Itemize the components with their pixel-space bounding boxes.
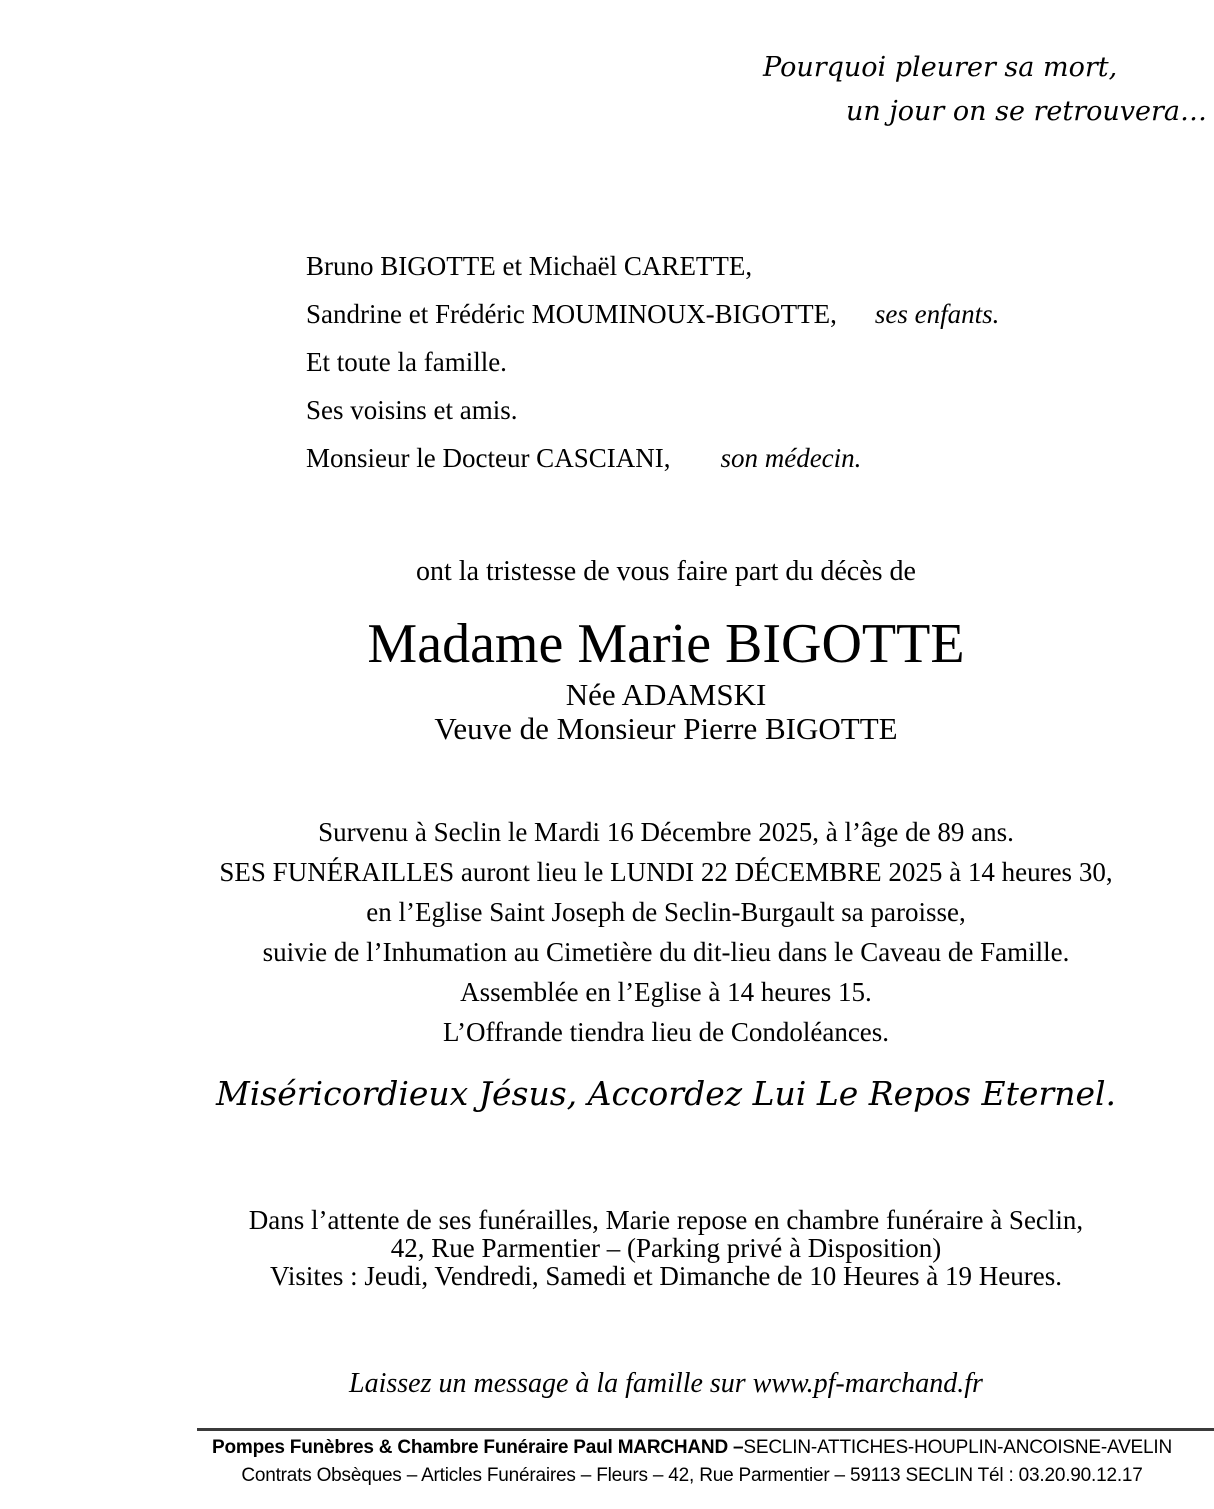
- repose-line-address: 42, Rue Parmentier – (Parking privé à Disposition): [390, 1233, 942, 1263]
- website-message: Laissez un message à la famille sur www.pf-marchand.fr: [349, 1368, 983, 1399]
- family-member-names: Bruno BIGOTTE et Michaël CARETTE,: [306, 251, 753, 281]
- maiden-name-line: Née ADAMSKI: [565, 677, 767, 712]
- detail-line-inhumation: suivie de l’Inhumation au Cimetière du dit-lieu dans le Caveau de Famille.: [262, 937, 1070, 967]
- repose-line-location: Dans l’attente de ses funérailles, Marie repose en chambre funéraire à Seclin,: [248, 1205, 1084, 1235]
- family-line: [306, 242, 999, 290]
- family-list: [306, 242, 999, 482]
- funeral-home-name: Pompes Funèbres & Chambre Funéraire Paul MARCHAND –: [212, 1437, 744, 1458]
- memorial-quote-line-1: Pourquoi pleurer sa mort,: [763, 52, 1118, 83]
- footer-line-2: Contrats Obsèques – Articles Funéraires – Fleurs – 42, Rue Parmentier – 59113 SECLIN Tél : 03.20.90.12.17: [241, 1465, 1143, 1486]
- footer-divider: [197, 1428, 1214, 1431]
- deceased-name-block: [120, 610, 1212, 746]
- funeral-home-footer: [170, 1434, 1214, 1490]
- detail-line-death: Survenu à Seclin le Mardi 16 Décembre 2025, à l’âge de 89 ans.: [318, 817, 1014, 847]
- detail-line-offering: L’Offrande tiendra lieu de Condoléances.: [442, 1017, 890, 1047]
- widow-line: Veuve de Monsieur Pierre BIGOTTE: [434, 711, 898, 746]
- detail-line-church: en l’Eglise Saint Joseph de Seclin-Burgault sa paroisse,: [366, 897, 966, 927]
- relation-label: son médecin.: [720, 443, 862, 473]
- repose-line-visits: Visites : Jeudi, Vendredi, Samedi et Dimanche de 10 Heures à 19 Heures.: [270, 1261, 1062, 1291]
- prayer-line: Miséricordieux Jésus, Accordez Lui Le Repos Eternel.: [215, 1074, 1117, 1113]
- detail-line-assembly: Assemblée en l’Eglise à 14 heures 15.: [460, 977, 872, 1007]
- family-line: [306, 338, 999, 386]
- family-member-names: Monsieur le Docteur CASCIANI,: [306, 443, 671, 473]
- detail-line-funeral-date: SES FUNÉRAILLES auront lieu le LUNDI 22 DÉCEMBRE 2025 à 14 heures 30,: [219, 857, 1113, 887]
- family-member-names: Ses voisins et amis.: [306, 395, 518, 425]
- footer-line-1: [170, 1434, 1214, 1462]
- repose-block: [120, 1206, 1212, 1290]
- funeral-home-cities: SECLIN-ATTICHES-HOUPLIN-ANCOISNE-AVELIN: [743, 1437, 1172, 1458]
- family-line: [306, 434, 999, 482]
- announcement-intro: ont la tristesse de vous faire part du décès de: [416, 556, 916, 587]
- family-member-names: Sandrine et Frédéric MOUMINOUX-BIGOTTE,: [306, 299, 837, 329]
- memorial-quote-line-2: un jour on se retrouvera…: [846, 96, 1208, 127]
- relation-label: ses enfants.: [874, 299, 1000, 329]
- family-member-names: Et toute la famille.: [306, 347, 507, 377]
- funeral-details: [120, 812, 1212, 1052]
- deceased-name: Madame Marie BIGOTTE: [367, 613, 965, 675]
- family-line: [306, 386, 999, 434]
- family-line: [306, 290, 999, 338]
